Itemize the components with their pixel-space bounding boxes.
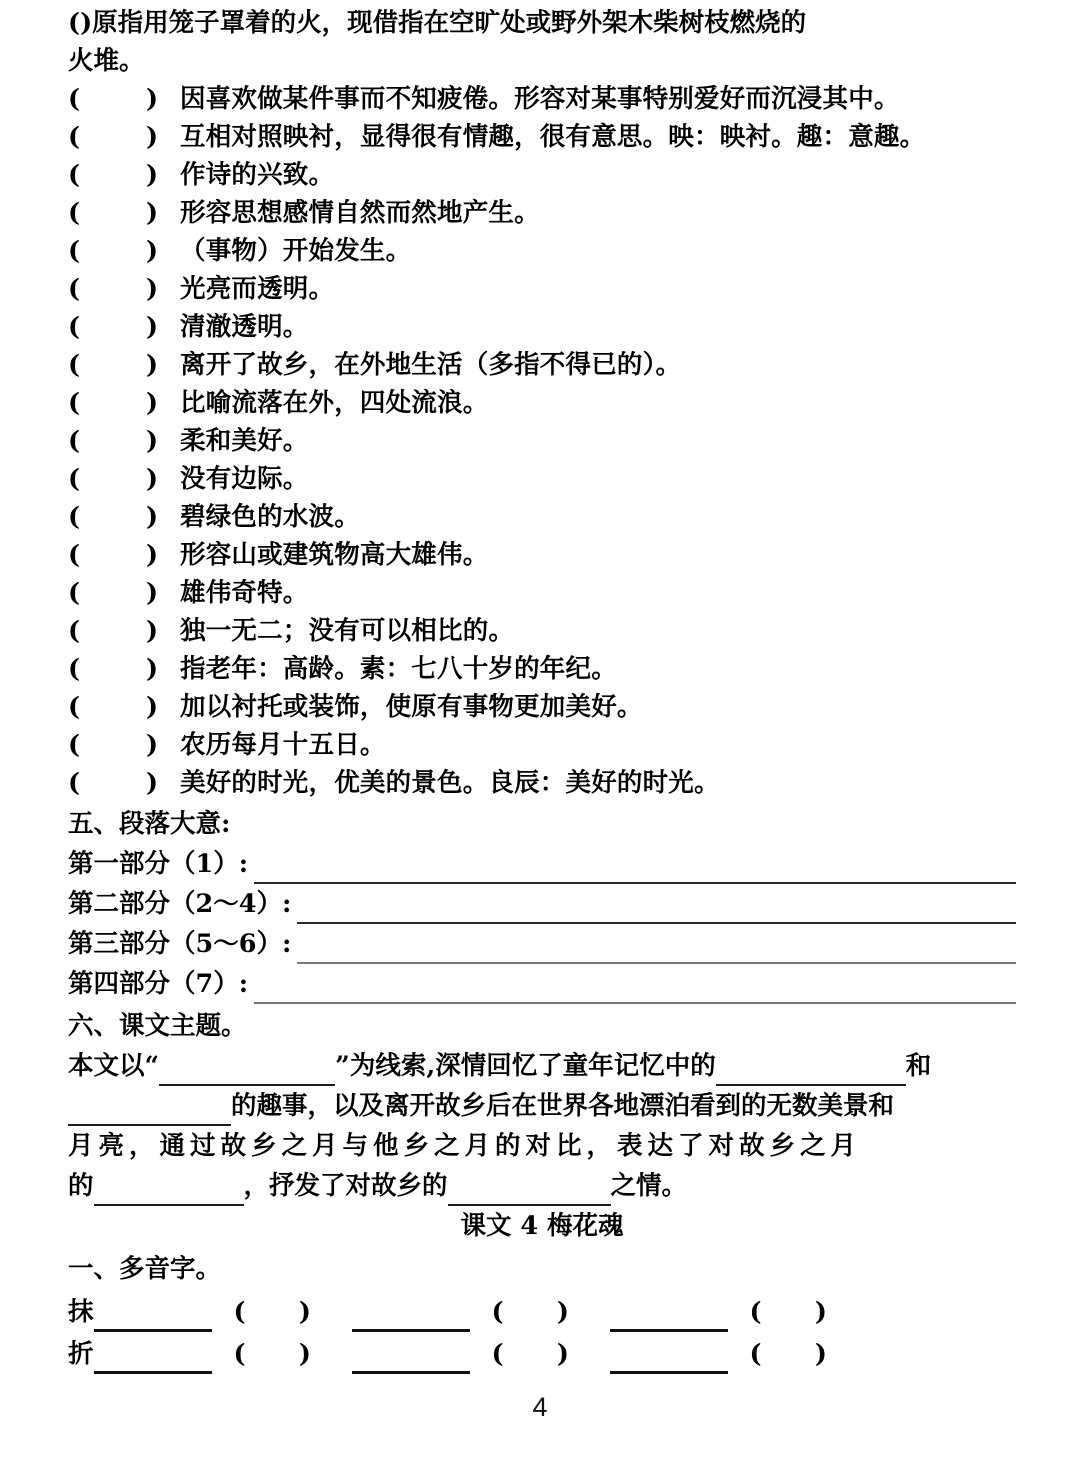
definition-text: 指老年：高龄。素：七八十岁的年纪。: [180, 654, 617, 684]
bracket-close: ): [146, 578, 159, 608]
theme-line-3: [68, 1126, 1016, 1166]
theme-blank[interactable]: [68, 1095, 231, 1126]
definition-item: [68, 156, 1016, 194]
theme-text: 之情。: [610, 1171, 688, 1201]
bracket-close: ): [146, 84, 159, 114]
bracket-close: ): [146, 730, 159, 760]
bracket-group[interactable]: [68, 764, 180, 802]
bracket-open: (: [68, 616, 81, 646]
bracket-group[interactable]: [68, 194, 180, 232]
bracket-group[interactable]: [68, 118, 180, 156]
bracket-close: ): [146, 502, 159, 532]
bracket-group[interactable]: [68, 650, 180, 688]
bracket-close: ): [146, 198, 159, 228]
polyphone-paren[interactable]: ( ): [233, 1339, 311, 1369]
part-label: 第四部分（7）:: [68, 969, 249, 999]
definition-text: 离开了故乡，在外地生活（多指不得已的）。: [180, 350, 682, 380]
definition-item: [68, 308, 1016, 346]
bracket-close: ): [146, 122, 159, 152]
definition-text: 独一无二；没有可以相比的。: [180, 616, 515, 646]
theme-text: 月亮，通过故乡之月与他乡之月的对比，表达了对故乡之月: [68, 1131, 862, 1161]
definition-item: [68, 688, 1016, 726]
polyphone-character: 抹: [68, 1297, 94, 1327]
polyphone-row: [68, 1332, 1016, 1374]
polyphone-blank[interactable]: [610, 1341, 728, 1374]
definition-text: 作诗的兴致。: [180, 160, 335, 190]
lesson-title: 课文 4 梅花魂: [460, 1211, 624, 1241]
bracket-group[interactable]: [68, 308, 180, 346]
bracket-open: (: [68, 122, 81, 152]
bracket-close: ): [146, 426, 159, 456]
polyphone-blank[interactable]: [94, 1299, 212, 1332]
bracket-open: (: [68, 388, 81, 418]
section-heading-five: 五、段落大意:: [68, 809, 231, 839]
definition-text: 光亮而透明。: [180, 274, 335, 304]
theme-line-1: [68, 1046, 1016, 1086]
bracket-group[interactable]: [68, 80, 180, 118]
bracket-open: (: [68, 464, 81, 494]
bracket-group[interactable]: [68, 688, 180, 726]
part-answer-line[interactable]: [297, 931, 1016, 964]
definition-text: 农历每月十五日。: [180, 730, 386, 760]
bracket-open: (: [68, 730, 81, 760]
definition-text-continued: 火堆。: [68, 46, 145, 76]
definition-item: [68, 270, 1016, 308]
definition-item: [68, 194, 1016, 232]
definition-item: [68, 612, 1016, 650]
bracket-group[interactable]: [68, 156, 180, 194]
bracket-group[interactable]: [68, 460, 180, 498]
bracket-close: ): [146, 312, 159, 342]
definition-item: [68, 460, 1016, 498]
definition-item: [68, 80, 1016, 118]
page-content: [68, 4, 1016, 1374]
definition-list: [68, 4, 1016, 802]
bracket-open: (: [68, 274, 81, 304]
part-label: 第三部分（5～6）:: [68, 929, 292, 959]
polyphone-paren[interactable]: ( ): [491, 1297, 569, 1327]
page-number: 4: [532, 1392, 548, 1422]
definition-text: 碧绿色的水波。: [180, 502, 360, 532]
bracket-group[interactable]: [68, 384, 180, 422]
part-label: 第一部分（1）:: [68, 849, 249, 879]
paragraph-summary-row: [68, 884, 1016, 924]
definition-item: [68, 650, 1016, 688]
bracket-group[interactable]: [68, 498, 180, 536]
definition-text: 形容思想感情自然而然地产生。: [180, 198, 540, 228]
theme-line-4: [68, 1166, 1016, 1206]
bracket-group[interactable]: [68, 574, 180, 612]
bracket-close: ): [146, 274, 159, 304]
bracket-group[interactable]: [68, 270, 180, 308]
part-answer-line[interactable]: [254, 971, 1016, 1004]
bracket-open: (: [68, 160, 81, 190]
definition-text: 雄伟奇特。: [180, 578, 309, 608]
bracket-open: (: [68, 198, 81, 228]
theme-text: 的趣事，以及离开故乡后在世界各地漂泊看到的无数美景和: [231, 1091, 895, 1121]
definition-text: 美好的时光，优美的景色。良辰：美好的时光。: [180, 768, 720, 798]
definition-text: 清澈透明。: [180, 312, 309, 342]
definition-item: [68, 232, 1016, 270]
bracket-group[interactable]: [68, 422, 180, 460]
bracket-open: (: [68, 502, 81, 532]
definition-item: [68, 536, 1016, 574]
bracket-open: (: [68, 768, 81, 798]
definition-item: [68, 346, 1016, 384]
bracket-open: (: [68, 350, 81, 380]
bracket-close: ): [146, 616, 159, 646]
theme-text: 和: [905, 1051, 932, 1081]
definition-text: 没有边际。: [180, 464, 309, 494]
bracket-group[interactable]: [68, 346, 180, 384]
polyphone-blank[interactable]: [352, 1341, 470, 1374]
part-label: 第二部分（2～4）:: [68, 889, 292, 919]
theme-blank[interactable]: [94, 1175, 244, 1206]
polyphone-paren[interactable]: ( ): [749, 1297, 827, 1327]
definition-item: [68, 726, 1016, 764]
bracket-close: ): [146, 768, 159, 798]
polyphone-blank[interactable]: [94, 1341, 212, 1374]
bracket-group[interactable]: [68, 8, 92, 38]
theme-paragraph: [68, 1046, 1016, 1206]
theme-text: ”为线索,深情回忆了童年记忆中的: [335, 1051, 716, 1081]
definition-text: 因喜欢做某件事而不知疲倦。形容对某事特别爱好而沉浸其中。: [180, 84, 900, 114]
definition-item: [68, 422, 1016, 460]
definition-item-first: [68, 4, 1016, 80]
definition-item: [68, 574, 1016, 612]
bracket-open: (: [68, 426, 81, 456]
bracket-close: ): [146, 236, 159, 266]
bracket-group[interactable]: [68, 232, 180, 270]
part-answer-line[interactable]: [254, 851, 1016, 884]
definition-text: （事物）开始发生。: [180, 236, 412, 266]
theme-blank[interactable]: [716, 1055, 906, 1086]
definition-text: 互相对照映衬，显得很有情趣，很有意思。映：映衬。趣：意趣。: [180, 122, 926, 152]
definition-item: [68, 118, 1016, 156]
theme-blank[interactable]: [159, 1055, 335, 1086]
definition-text: 原指用笼子罩着的火，现借指在空旷处或野外架木柴树枝燃烧的: [92, 8, 807, 38]
bracket-close: ): [146, 540, 159, 570]
bracket-group[interactable]: [68, 536, 180, 574]
theme-text: 本文以“: [68, 1051, 160, 1081]
lesson-section-heading-one: 一、多音字。: [68, 1254, 222, 1284]
definition-item: [68, 384, 1016, 422]
bracket-close: ): [146, 350, 159, 380]
definition-text: 形容山或建筑物高大雄伟。: [180, 540, 489, 570]
paragraph-summary-row: [68, 964, 1016, 1004]
bracket-open: (: [68, 312, 81, 342]
bracket-group[interactable]: [68, 612, 180, 650]
bracket-open: (: [68, 8, 81, 38]
definition-item: [68, 498, 1016, 536]
theme-blank[interactable]: [448, 1175, 611, 1206]
theme-line-2: [68, 1086, 1016, 1126]
polyphone-character: 折: [68, 1339, 94, 1369]
bracket-open: (: [68, 692, 81, 722]
bracket-group[interactable]: [68, 726, 180, 764]
bracket-close: ): [146, 160, 159, 190]
bracket-open: (: [68, 654, 81, 684]
paragraph-summary-row: [68, 924, 1016, 964]
paragraph-summary-row: [68, 844, 1016, 884]
polyphone-row: [68, 1290, 1016, 1332]
bracket-open: (: [68, 84, 81, 114]
definition-text: 加以衬托或装饰，使原有事物更加美好。: [180, 692, 643, 722]
definition-text: 比喻流落在外，四处流浪。: [180, 388, 489, 418]
bracket-open: (: [68, 236, 81, 266]
bracket-close: ): [146, 692, 159, 722]
bracket-close: ): [146, 654, 159, 684]
bracket-close: ): [146, 388, 159, 418]
section-heading-six: 六、课文主题。: [68, 1011, 247, 1041]
bracket-open: (: [68, 578, 81, 608]
bracket-open: (: [68, 540, 81, 570]
polyphone-paren[interactable]: ( ): [749, 1339, 827, 1369]
bracket-close: ): [146, 464, 159, 494]
bracket-close: ): [80, 8, 93, 38]
definition-text: 柔和美好。: [180, 426, 309, 456]
polyphone-paren[interactable]: ( ): [233, 1297, 311, 1327]
polyphone-blank[interactable]: [352, 1299, 470, 1332]
theme-text: 的: [68, 1171, 94, 1201]
polyphone-paren[interactable]: ( ): [491, 1339, 569, 1369]
part-answer-line[interactable]: [297, 891, 1016, 924]
polyphone-blank[interactable]: [610, 1299, 728, 1332]
definition-item: [68, 764, 1016, 802]
theme-text: ，抒发了对故乡的: [243, 1171, 448, 1201]
